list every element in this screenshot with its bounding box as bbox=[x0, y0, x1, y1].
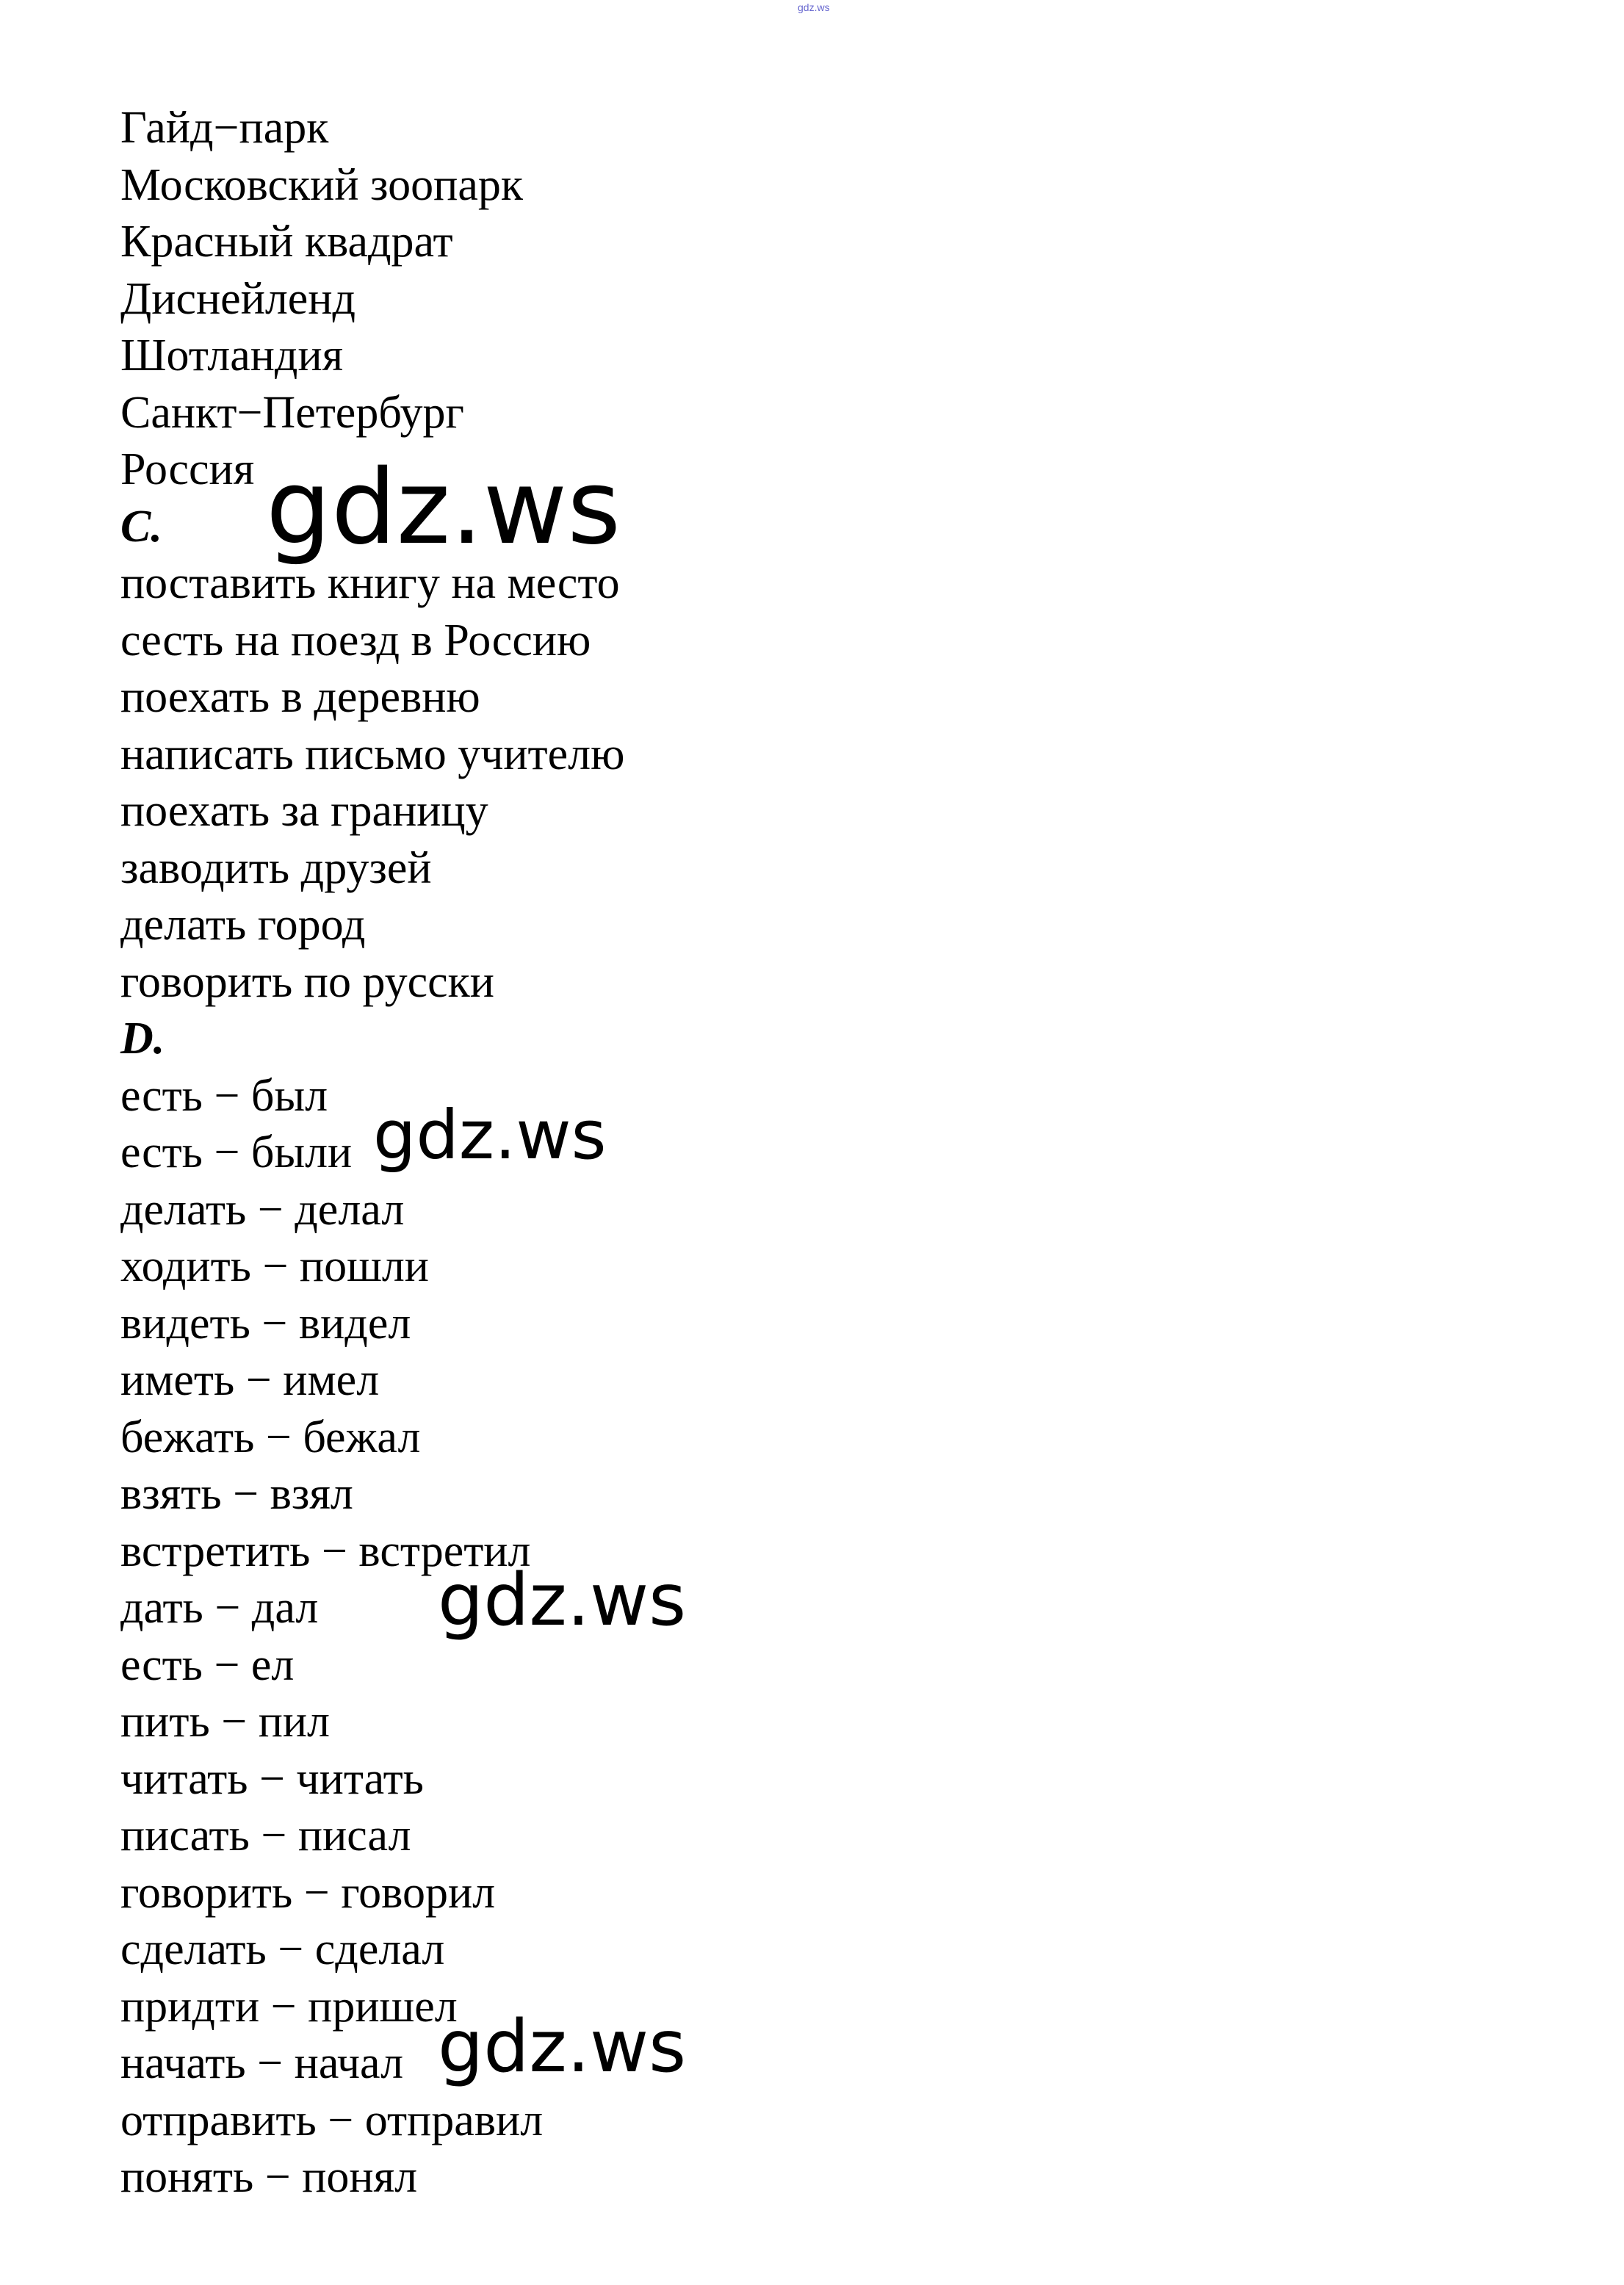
text-line: придти − пришел bbox=[120, 1981, 458, 2032]
text-line: дать − дал bbox=[120, 1583, 319, 1633]
text-line: пить − пил bbox=[120, 1697, 330, 1747]
text-line: поехать в деревню bbox=[120, 672, 480, 722]
watermark-logo: gdz.ws bbox=[266, 448, 621, 568]
text-line: написать письмо учителю bbox=[120, 729, 625, 779]
text-line: заводить друзей bbox=[120, 842, 432, 893]
text-line: сесть на поезд в Россию bbox=[120, 615, 591, 665]
text-line: понять − понял bbox=[120, 2152, 418, 2202]
header-watermark: gdz.ws bbox=[798, 1, 830, 13]
text-line: Россия bbox=[120, 444, 255, 494]
text-line: говорить − говорил bbox=[120, 1867, 496, 1918]
text-line: начать − начал bbox=[120, 2038, 404, 2088]
text-line: Санкт−Петербург bbox=[120, 387, 464, 438]
text-line: есть − были bbox=[120, 1127, 353, 1177]
text-line: говорить по русски bbox=[120, 956, 494, 1007]
text-line: встретить − встретил bbox=[120, 1526, 531, 1576]
text-line: читать − читать bbox=[120, 1753, 424, 1804]
text-line: ходить − пошли bbox=[120, 1241, 429, 1291]
section-heading-d: D. bbox=[120, 1014, 165, 1064]
text-line: иметь − имел bbox=[120, 1355, 380, 1405]
text-line: поехать за границу bbox=[120, 786, 488, 836]
text-line: бежать − бежал bbox=[120, 1412, 421, 1462]
text-line: поставить книгу на место bbox=[120, 558, 620, 608]
section-heading-c: C. bbox=[120, 501, 162, 552]
text-line: Шотландия bbox=[120, 331, 344, 380]
document-body bbox=[120, 100, 1149, 2206]
text-line: делать − делал bbox=[120, 1184, 405, 1235]
text-line: Гайд−парк bbox=[120, 103, 329, 153]
text-line: есть − ел bbox=[120, 1639, 295, 1690]
watermark-logo: gdz.ws bbox=[438, 2005, 687, 2089]
text-line: есть − был bbox=[120, 1070, 328, 1121]
watermark-logo: gdz.ws bbox=[373, 1096, 607, 1174]
text-line: Красный квадрат bbox=[120, 217, 453, 267]
text-line: писать − писал bbox=[120, 1811, 411, 1860]
text-line: делать город bbox=[120, 900, 366, 950]
text-line: отправить − отправил bbox=[120, 2095, 544, 2145]
text-line: сделать − сделал bbox=[120, 1924, 445, 1974]
text-line: Московский зоопарк bbox=[120, 159, 523, 210]
text-line: взять − взял bbox=[120, 1469, 353, 1519]
watermark-logo: gdz.ws bbox=[438, 1559, 687, 1642]
text-line: видеть − видел bbox=[120, 1298, 411, 1349]
text-line: Диснейленд bbox=[120, 273, 356, 324]
